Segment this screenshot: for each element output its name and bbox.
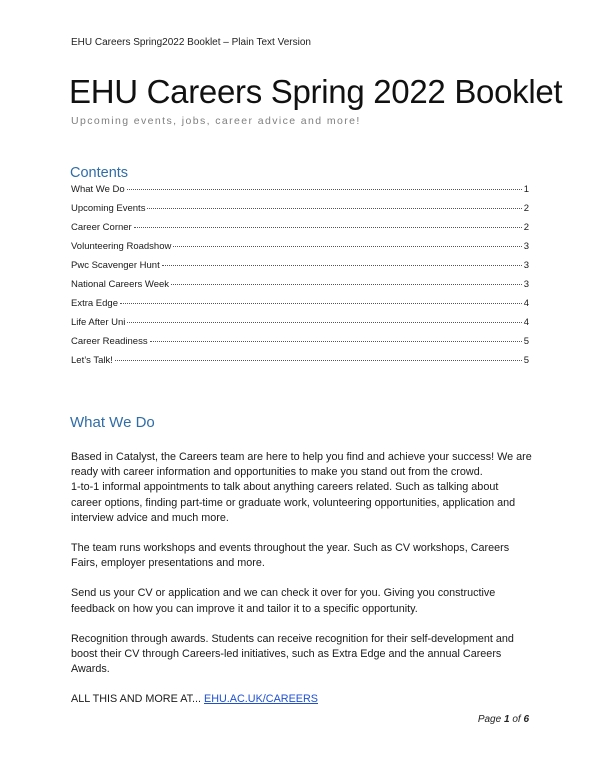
paragraph-workshops	[71, 541, 533, 571]
section-heading-what-we-do: What We Do	[70, 414, 155, 431]
toc-entry-page: 3	[523, 260, 529, 271]
toc-dot-leader	[127, 189, 522, 190]
toc-entry-page: 5	[523, 355, 529, 366]
toc-entry-page: 2	[523, 222, 529, 233]
document-subtitle: Upcoming events, jobs, career advice and more!	[71, 115, 361, 127]
toc-dot-leader	[115, 360, 522, 361]
current-page-number: 1	[503, 714, 510, 725]
toc-entry-page: 3	[523, 241, 529, 252]
text-line: ready with career information and opportunities to make you stand out from the crowd.	[71, 466, 483, 479]
toc-entry-what-we-do[interactable]	[71, 184, 529, 203]
paragraph-cv-check	[71, 586, 533, 616]
toc-entry-label: National Careers Week	[71, 279, 170, 290]
toc-entry-career-readiness[interactable]	[71, 336, 529, 355]
toc-entry-page: 5	[523, 336, 529, 347]
paragraph-intro	[71, 450, 533, 526]
toc-entry-page: 1	[523, 184, 529, 195]
careers-website-link[interactable]: EHU.AC.UK/CAREERS	[204, 693, 318, 706]
section-body-what-we-do	[71, 450, 533, 708]
toc-entry-volunteering-roadshow[interactable]	[71, 241, 529, 260]
toc-dot-leader	[173, 246, 521, 247]
text-line: feedback on how you can improve it and tailor it to a specific opportunity.	[71, 602, 418, 615]
text-line: Recognition through awards. Students can receive recognition for their self-development and	[71, 632, 514, 645]
toc-entry-lets-talk[interactable]	[71, 355, 529, 374]
total-page-count: 6	[523, 714, 529, 725]
running-header: EHU Careers Spring2022 Booklet – Plain Text Version	[71, 37, 311, 48]
text-line: Send us your CV or application and we can check it over for you. Giving you constructive	[71, 587, 496, 600]
toc-entry-label: Volunteering Roadshow	[71, 241, 172, 252]
text-line: Fairs, employer presentations and more.	[71, 557, 265, 570]
text-line: boost their CV through Careers-led initiatives, such as Extra Edge and the annual Careers	[71, 648, 502, 661]
toc-dot-leader	[162, 265, 522, 266]
document-title: EHU Careers Spring 2022 Booklet	[69, 73, 563, 110]
toc-dot-leader	[147, 208, 521, 209]
toc-entry-career-corner[interactable]	[71, 222, 529, 241]
toc-entry-life-after-uni[interactable]	[71, 317, 529, 336]
page-word: Page	[477, 714, 502, 725]
toc-entry-label: What We Do	[71, 184, 125, 195]
toc-entry-page: 3	[523, 279, 529, 290]
paragraph-call-to-action	[71, 692, 533, 707]
toc-entry-label: Let’s Talk!	[71, 355, 113, 366]
toc-entry-pwc-scavenger-hunt[interactable]	[71, 260, 529, 279]
toc-entry-label: Pwc Scavenger Hunt	[71, 260, 160, 271]
toc-dot-leader	[127, 322, 521, 323]
text-line: Based in Catalyst, the Careers team are here to help you find and achieve your success! We are	[71, 451, 532, 463]
text-line: 1-to-1 informal appointments to talk about anything careers related. Such as talking about	[71, 481, 499, 494]
toc-dot-leader	[150, 341, 522, 342]
toc-dot-leader	[171, 284, 522, 285]
paragraph-awards	[71, 632, 533, 678]
toc-entry-label: Upcoming Events	[71, 203, 146, 214]
text-line: The team runs workshops and events throughout the year. Such as CV workshops, Careers	[71, 542, 510, 555]
text-line: interview advice and much more.	[71, 511, 229, 524]
toc-dot-leader	[120, 303, 522, 304]
toc-entry-page: 4	[523, 298, 529, 309]
contents-heading: Contents	[70, 165, 129, 181]
toc-entry-page: 4	[523, 317, 529, 328]
toc-entry-upcoming-events[interactable]	[71, 203, 529, 222]
text-line: Awards.	[71, 663, 110, 676]
toc-entry-label: Career Corner	[71, 222, 132, 233]
toc-entry-label: Life After Uni	[71, 317, 126, 328]
toc-dot-leader	[134, 227, 522, 228]
toc-entry-label: Extra Edge	[71, 298, 118, 309]
toc-entry-national-careers-week[interactable]	[71, 279, 529, 298]
table-of-contents	[71, 184, 529, 374]
of-word: of	[512, 714, 521, 725]
text-line: career options, finding part-time or graduate work, volunteering opportunities, application and	[71, 496, 516, 509]
toc-entry-extra-edge[interactable]	[71, 298, 529, 317]
page-number-footer	[478, 714, 529, 725]
toc-entry-page: 2	[523, 203, 529, 214]
toc-entry-label: Career Readiness	[71, 336, 148, 347]
cta-text: ALL THIS AND MORE AT...	[71, 693, 204, 706]
